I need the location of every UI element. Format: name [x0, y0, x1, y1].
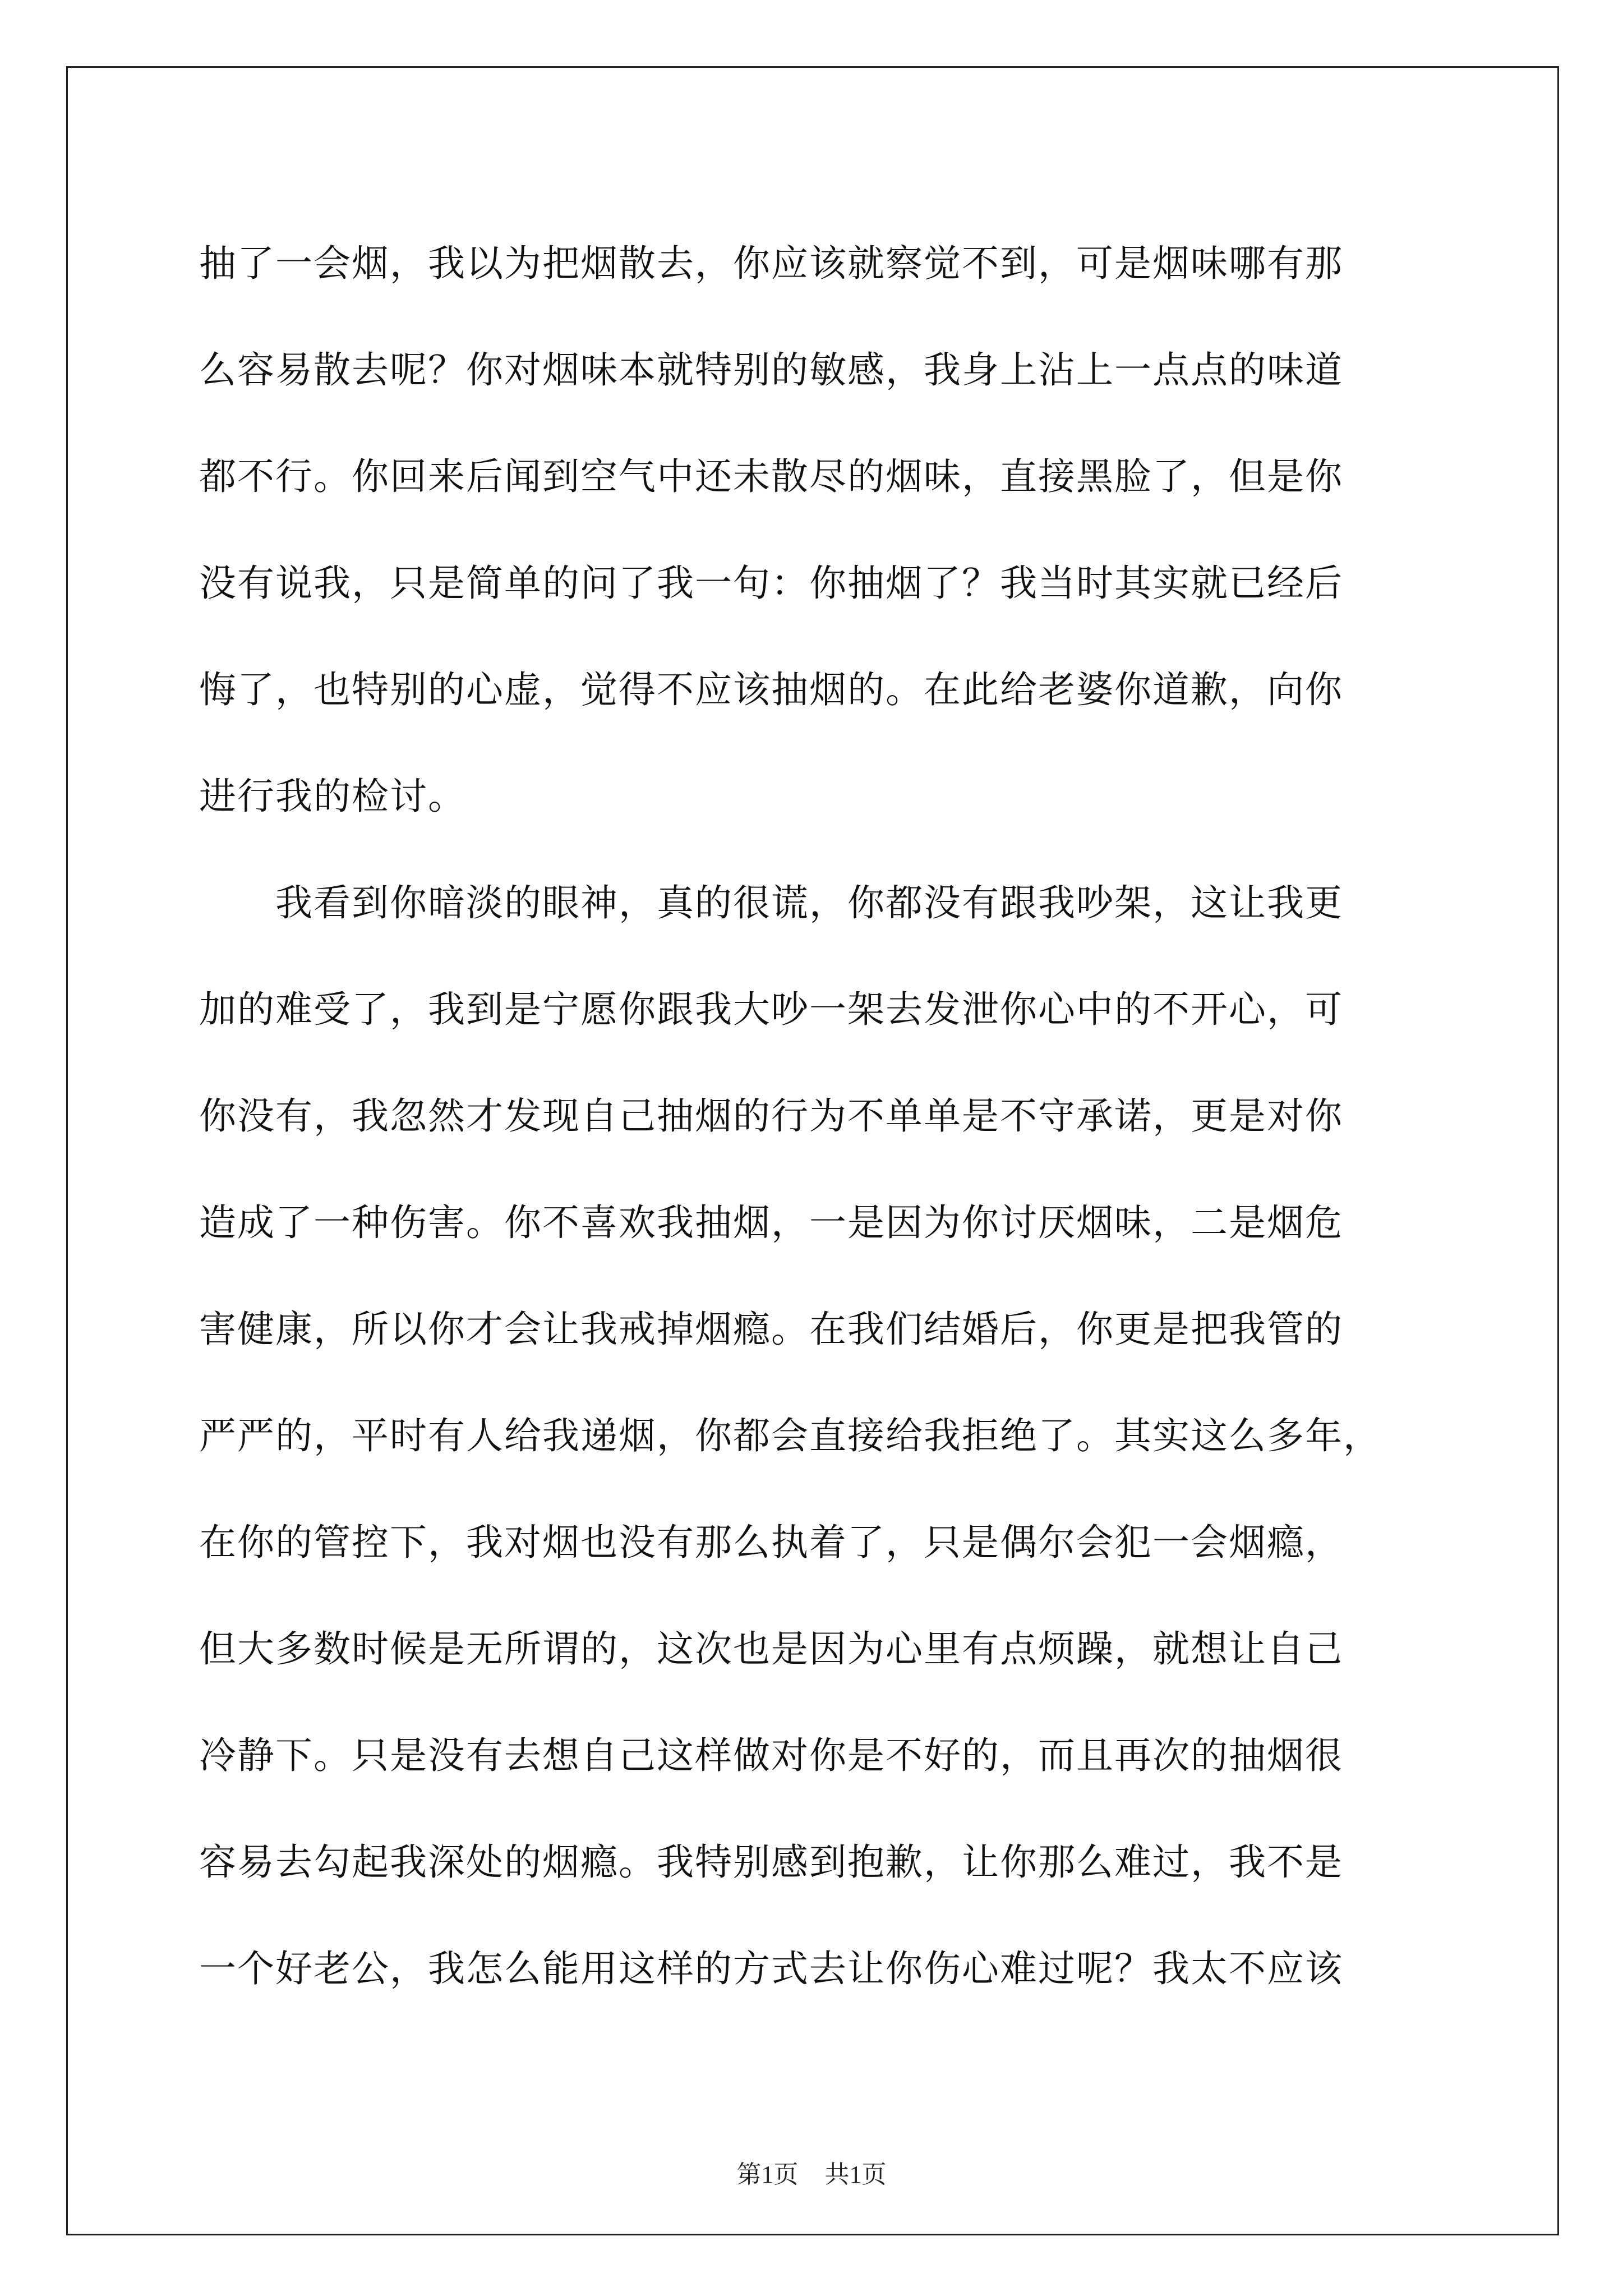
- text-line: 没有说我，只是简单的问了我一句：你抽烟了？我当时其实就已经后: [199, 562, 1343, 605]
- text-line: 在你的管控下，我对烟也没有那么执着了，只是偶尔会犯一会烟瘾，: [199, 1521, 1343, 1564]
- text-line: 抽了一会烟，我以为把烟散去，你应该就察觉不到，可是烟味哪有那: [199, 242, 1343, 285]
- text-line: 都不行。你回来后闻到空气中还未散尽的烟味，直接黑脸了，但是你: [199, 455, 1343, 498]
- text-line: 一个好老公，我怎么能用这样的方式去让你伤心难过呢？我太不应该: [199, 1947, 1343, 1990]
- text-line: 冷静下。只是没有去想自己这样做对你是不好的，而且再次的抽烟很: [199, 1734, 1343, 1777]
- text-line: 你没有，我忽然才发现自己抽烟的行为不单单是不守承诺，更是对你: [199, 1094, 1343, 1138]
- text-line: 害健康，所以你才会让我戒掉烟瘾。在我们结婚后，你更是把我管的: [199, 1308, 1343, 1351]
- text-line: 造成了一种伤害。你不喜欢我抽烟，一是因为你讨厌烟味，二是烟危: [199, 1201, 1343, 1244]
- text-line: 加的难受了，我到是宁愿你跟我大吵一架去发泄你心中的不开心，可: [199, 988, 1343, 1031]
- text-line: 么容易散去呢？你对烟味本就特别的敏感，我身上沾上一点点的味道: [199, 348, 1343, 392]
- document-body: [199, 210, 1427, 2022]
- page-footer: [0, 2154, 1623, 2190]
- text-line: 但大多数时候是无所谓的，这次也是因为心里有点烦躁，就想让自己: [199, 1627, 1343, 1671]
- text-line: 我看到你暗淡的眼神，真的很谎，你都没有跟我吵架，这让我更: [199, 881, 1343, 924]
- text-line: 悔了，也特别的心虚，觉得不应该抽烟的。在此给老婆你道歉，向你: [199, 668, 1343, 711]
- page-number-total: 共1页: [824, 2161, 887, 2188]
- text-line: 严严的，平时有人给我递烟，你都会直接给我拒绝了。其实这么多年，: [199, 1414, 1381, 1457]
- text-line: 进行我的检讨。: [199, 775, 466, 818]
- text-line: 容易去勾起我深处的烟瘾。我特别感到抱歉，让你那么难过，我不是: [199, 1841, 1343, 1884]
- page-number-current: 第1页: [736, 2161, 799, 2188]
